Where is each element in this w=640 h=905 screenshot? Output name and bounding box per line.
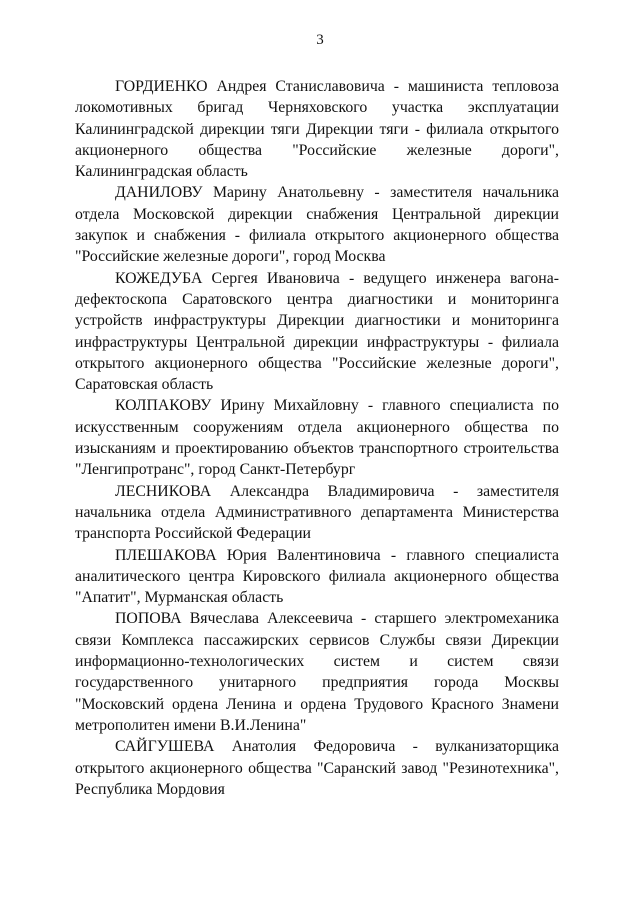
entry-popova: ПОПОВА Вячеслава Алексеевича - старшего электромеханика связи Комплекса пассажирских сервисов Службы связи Дирекции информационно-технологических систем и систем связи государственного унитарного предприятия города Москвы "Московский ордена Ленина и ордена Трудового Красного Знамени метрополитен имени В.И.Ленина" (75, 610, 559, 734)
entry-danilova: ДАНИЛОВУ Марину Анатольевну - заместителя начальника отдела Московской дирекции снабжения Центральной дирекции закупок и снабжения - филиала открытого акционерного общества "Российские железные дороги", город Москва (75, 184, 559, 266)
entry-kolpakova: КОЛПАКОВУ Ирину Михайловну - главного специалиста по искусственным сооружениям отдела акционерного общества по изысканиям и проектированию объектов транспортного строительства "Ленгипротранс", город Санкт-Петербург (75, 397, 559, 479)
document-body (75, 76, 559, 800)
entry-saigusheva: САЙГУШЕВА Анатолия Федоровича - вулканизаторщика открытого акционерного общества "Саранский завод "Резинотехника", Республика Мордовия (75, 738, 559, 798)
entry-kozheduba: КОЖЕДУБА Сергея Ивановича - ведущего инженера вагона-дефектоскопа Саратовского центра диагностики и мониторинга устройств инфраструктуры Дирекции диагностики и мониторинга инфраструктуры Центральной дирекции инфраструктуры - филиала открытого акционерного общества "Российские железные дороги", Саратовская область (75, 269, 559, 394)
entry-pleshakova: ПЛЕШАКОВА Юрия Валентиновича - главного специалиста аналитического центра Кировского филиала акционерного общества "Апатит", Мурманская область (75, 546, 559, 607)
entry-gordienko: ГОРДИЕНКО Андрея Станиславовича - машиниста тепловоза локомотивных бригад Черняховского участка эксплуатации Калининградской дирекции тяги Дирекции тяги - филиала открытого акционерного общества "Российские железные дороги", Калининградская область (75, 78, 559, 181)
page-number: 3 (316, 32, 324, 48)
entry-lesnikova: ЛЕСНИКОВА Александра Владимировича - заместителя начальника отдела Административного департамента Министерства транспорта Российской Федерации (75, 482, 559, 543)
